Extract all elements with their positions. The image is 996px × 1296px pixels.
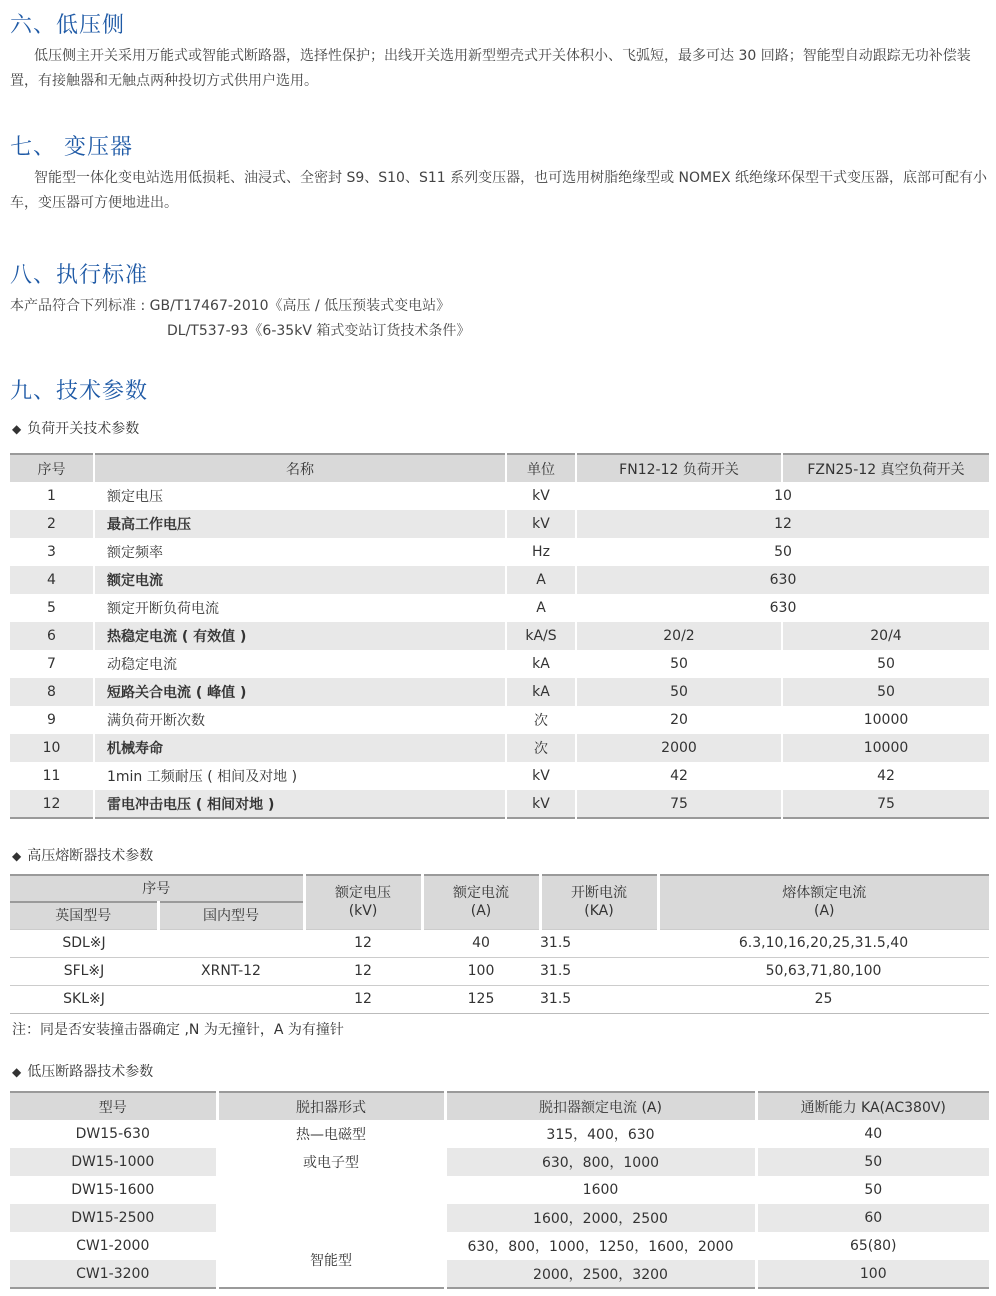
diamond-bullet-icon: ◆ — [12, 849, 22, 863]
col-header: 脱扣器额定电流 (A) — [445, 1092, 756, 1120]
table-row: 6 热稳定电流 ( 有效值 ) kA/S 20/2 20/4 — [10, 622, 989, 650]
table-row: 1 额定电压 kV 10 — [10, 482, 989, 510]
table2-caption: ◆ 高压熔断器技术参数 — [12, 848, 154, 864]
table-row: SFL※J XRNT-12 12 100 31.5 50,63,71,80,100 — [10, 957, 989, 985]
table-row: CW1-2000 智能型 630，800，1000，1250，1600，2000 65(80) — [10, 1232, 989, 1260]
table-row: 7 动稳定电流 kA 50 50 — [10, 650, 989, 678]
standard-line-1: 本产品符合下列标准 : GB/T17467-2010《高压 / 低压预装式变电站》 — [10, 298, 451, 314]
col-header: 额定电流 (A) — [422, 875, 540, 929]
table-row: 11 1min 工频耐压 ( 相间及对地 ) kV 42 42 — [10, 762, 989, 790]
table-row: 3 额定频率 Hz 50 — [10, 538, 989, 566]
table-row: 4 额定电流 A 630 — [10, 566, 989, 594]
col-header: 型号 — [10, 1092, 217, 1120]
section-6-body: 低压侧主开关采用万能式或智能式断路器，选择性保护；出线开关选用新型塑壳式开关体积小、飞弧短，最多可达 30 回路；智能型自动跟踪无功补偿装置，有接触器和无触点两种投切方式供用户选用。 — [10, 48, 971, 89]
diamond-bullet-icon: ◆ — [12, 1065, 22, 1079]
table-header-row — [10, 1092, 989, 1120]
section-6-title: 六、低压侧 — [10, 13, 126, 38]
col-header: 熔体额定电流 (A) — [658, 875, 989, 929]
table-header-row — [10, 454, 989, 482]
fuse-table — [10, 874, 989, 1014]
col-header: 序号 — [10, 454, 94, 482]
table-row: DW15-630 热—电磁型 315，400，630 40 — [10, 1120, 989, 1148]
table-row: DW15-1600 1600 50 — [10, 1176, 989, 1204]
col-header: FN12-12 负荷开关 — [576, 454, 782, 482]
fuse-note: 注：同是否安装撞击器确定 ,N 为无撞针，A 为有撞针 — [12, 1022, 344, 1038]
table-header-row — [10, 875, 989, 902]
table-row: 2 最高工作电压 kV 12 — [10, 510, 989, 538]
table-row: SDL※J 12 40 31.5 6.3,10,16,20,25,31.5,40 — [10, 929, 989, 957]
col-header: 序号 — [10, 875, 304, 902]
col-header: 通断能力 KA(AC380V) — [756, 1092, 989, 1120]
col-header: 单位 — [506, 454, 576, 482]
table-row: DW15-2500 1600，2000，2500 60 — [10, 1204, 989, 1232]
col-header: 国内型号 — [158, 902, 304, 929]
table-row: DW15-1000 或电子型 630，800，1000 50 — [10, 1148, 989, 1176]
col-header: 英国型号 — [10, 902, 158, 929]
col-header: 额定电压 (kV) — [304, 875, 422, 929]
load-switch-table — [10, 453, 989, 819]
standard-line-2: DL/T537-93《6-35kV 箱式变站订货技术条件》 — [167, 323, 471, 339]
table-row: 8 短路关合电流 ( 峰值 ) kA 50 50 — [10, 678, 989, 706]
table-row: 9 满负荷开断次数 次 20 10000 — [10, 706, 989, 734]
section-7-title: 七、 变压器 — [10, 135, 133, 160]
section-8-title: 八、执行标准 — [10, 263, 149, 288]
table-row: CW1-3200 2000，2500，3200 100 — [10, 1260, 989, 1288]
section-7-body: 智能型一体化变电站选用低损耗、油浸式、全密封 S9、S10、S11 系列变压器，也可选用树脂绝缘型或 NOMEX 纸绝缘环保型干式变压器，底部可配有小车，变压器可方便地进出。 — [10, 170, 988, 211]
table-row: 5 额定开断负荷电流 A 630 — [10, 594, 989, 622]
table1-caption: ◆ 负荷开关技术参数 — [12, 421, 140, 437]
col-header: 脱扣器形式 — [217, 1092, 445, 1120]
diamond-bullet-icon: ◆ — [12, 422, 22, 436]
table-row: 10 机械寿命 次 2000 10000 — [10, 734, 989, 762]
breaker-table — [10, 1091, 989, 1289]
section-9-title: 九、技术参数 — [10, 379, 149, 404]
col-header: 名称 — [94, 454, 506, 482]
col-header: FZN25-12 真空负荷开关 — [782, 454, 989, 482]
table-row: 12 雷电冲击电压 ( 相间对地 ) kV 75 75 — [10, 790, 989, 818]
table-row: SKL※J 12 125 31.5 25 — [10, 985, 989, 1013]
col-header: 开断电流 (KA) — [540, 875, 658, 929]
table3-caption: ◆ 低压断路器技术参数 — [12, 1064, 154, 1080]
